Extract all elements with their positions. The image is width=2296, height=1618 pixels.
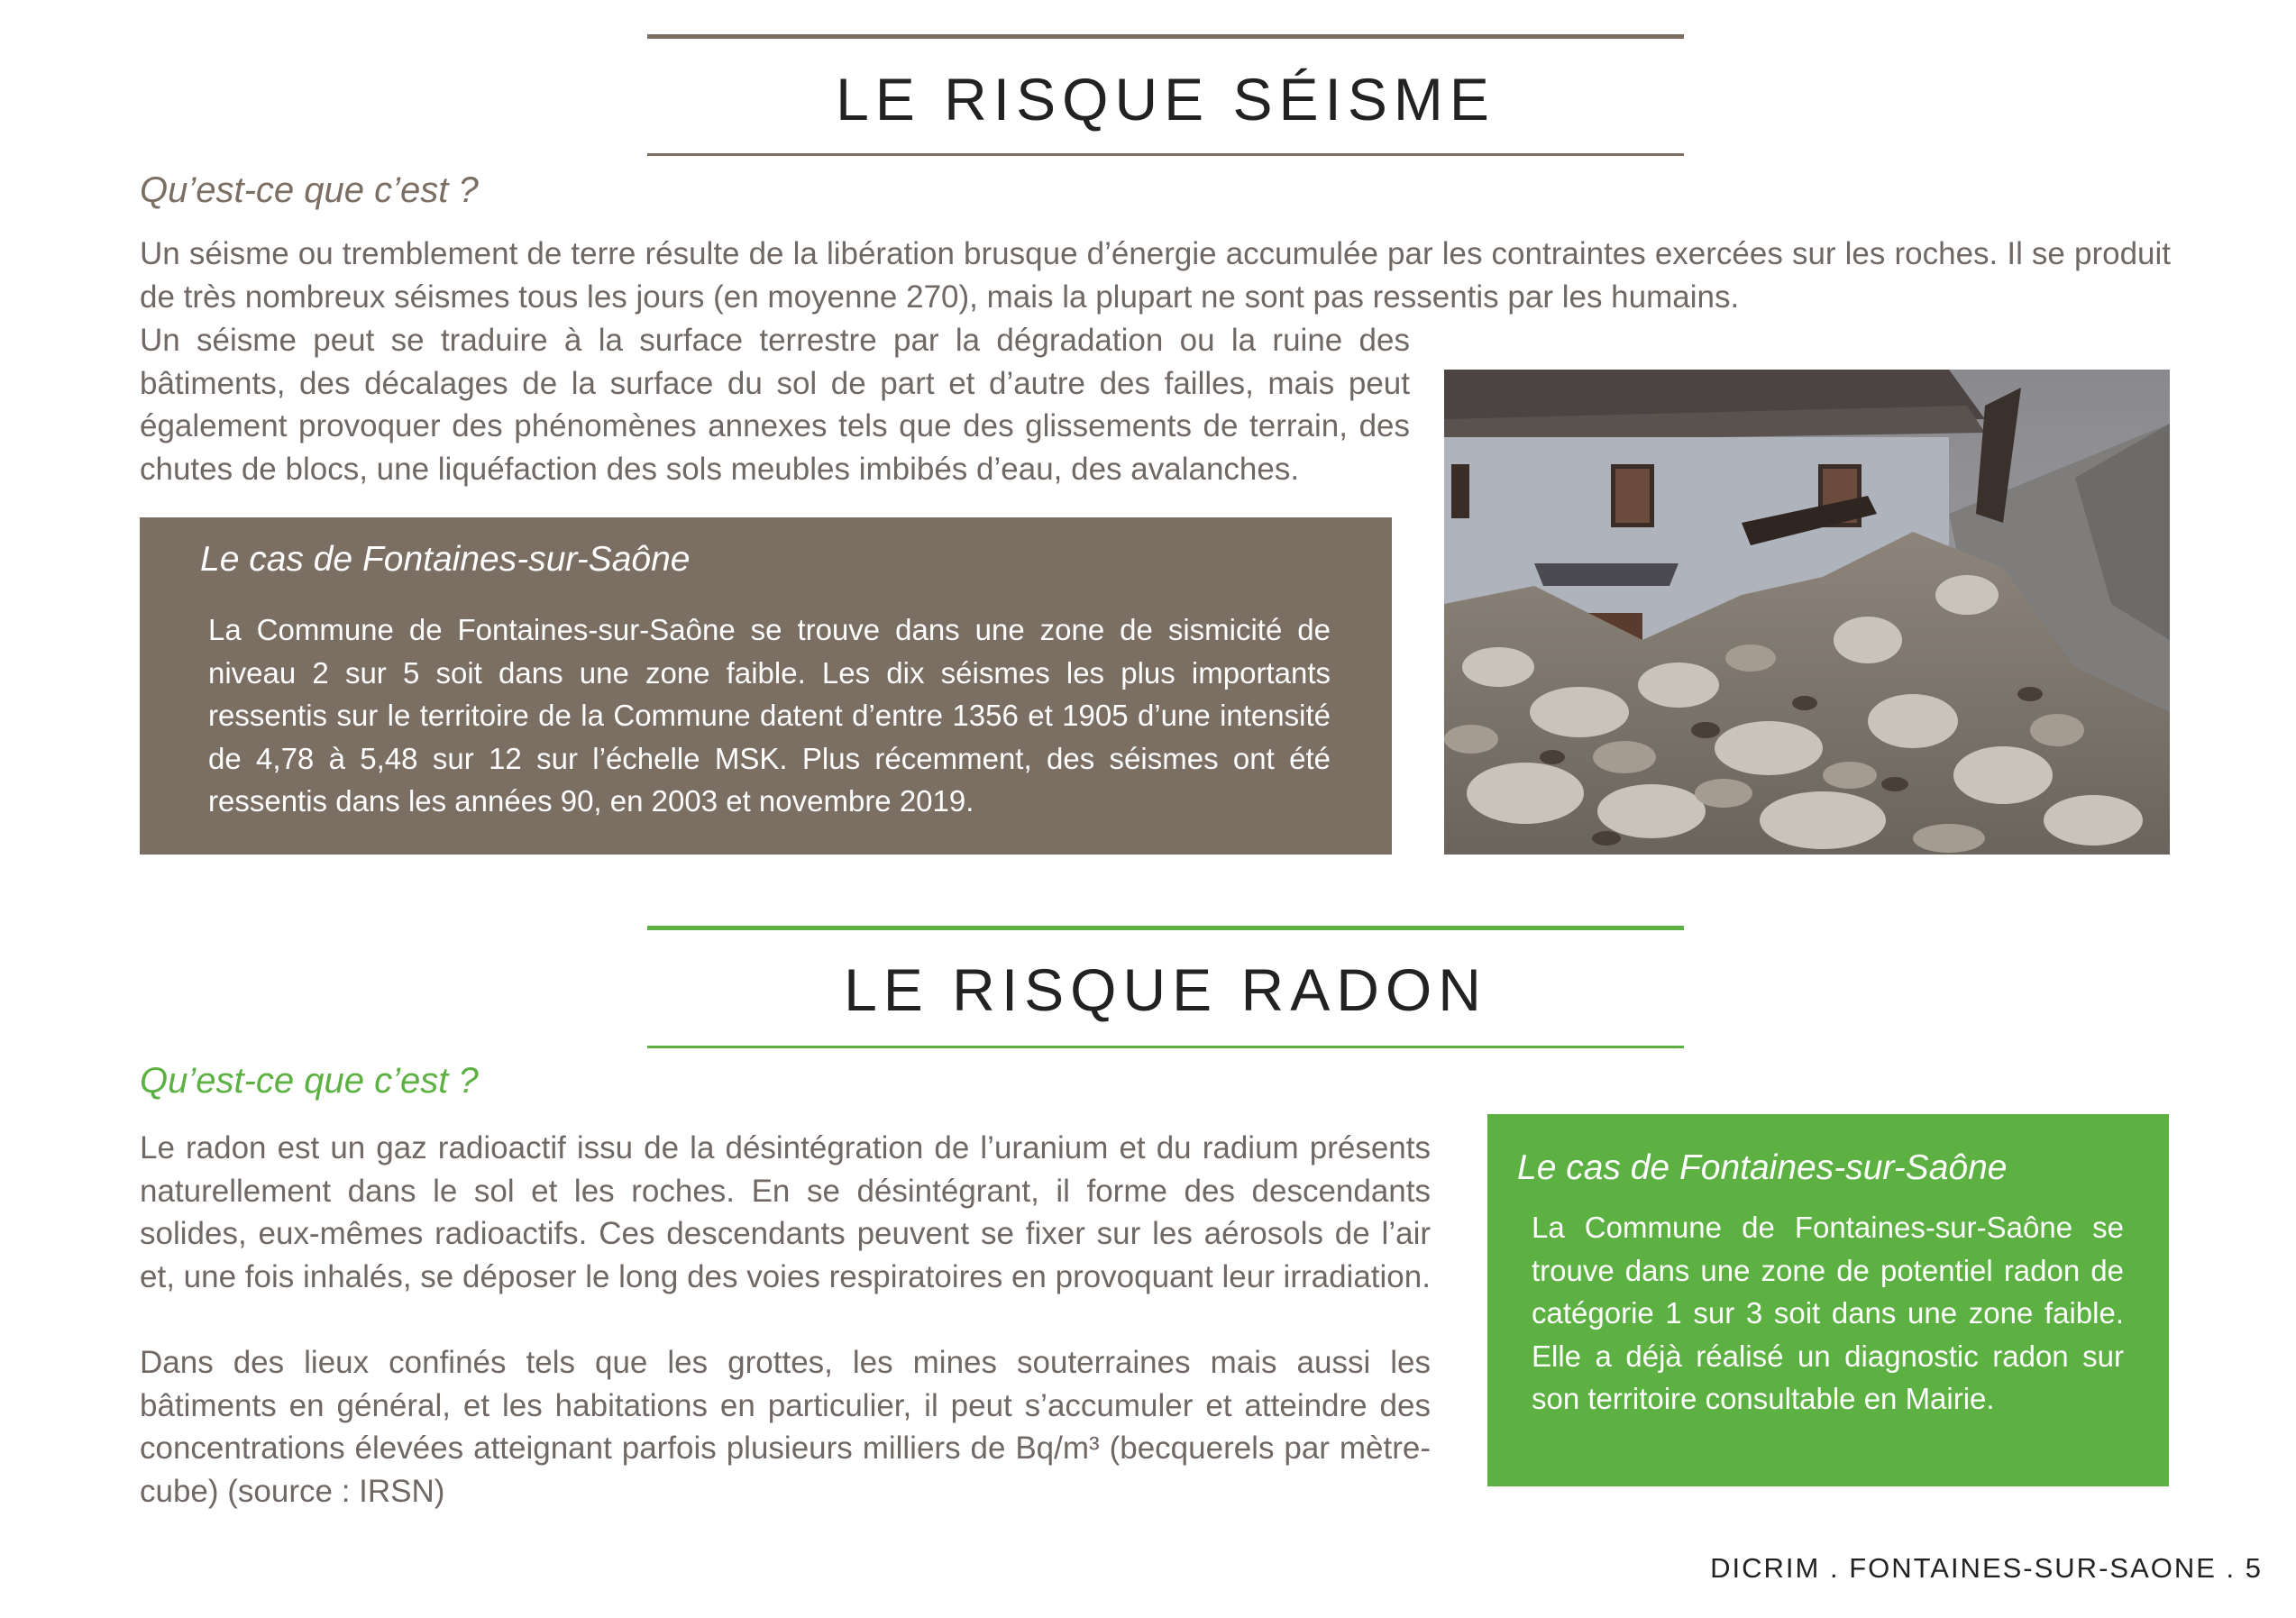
seisme-detail: Un séisme peut se traduire à la surface terrestre par la dégradation ou la ruine des bâtiments, des décalages de la surface du sol de part et d’autre des failles, mais peut également provoquer des phénomènes annexes tels que des glissements de terrain, des chutes de blocs, une liquéfaction des sols meubles imbibés d’eau, des avalanches. (140, 323, 1410, 487)
seisme-title: LE RISQUE SÉISME (836, 66, 1496, 133)
seisme-top-rule (647, 34, 1684, 39)
radon-box-text: La Commune de Fontaines-sur-Saône se trouve dans une zone de potentiel radon de catégorie 1 sur 3 soit dans une zone faible. Elle a déjà réalisé un diagnostic radon sur son territoire consultable en Mairie. (1532, 1211, 2124, 1415)
seisme-box-text: La Commune de Fontaines-sur-Saône se trouve dans une zone de sismicité de niveau 2 sur 5 soit dans une zone faible. Les dix séismes les plus importants ressentis sur le territoire de la Commune datent d’entre 1356 et 1905 d’une intensité de 4,78 à 5,48 sur 12 sur l’échelle MSK. Plus récemment, des séismes ont été ressentis dans les années 90, en 2003 et novembre 2019. (208, 613, 1331, 818)
seisme-box-title: Le cas de Fontaines-sur-Saône (200, 540, 691, 579)
seisme-intro: Un séisme ou tremblement de terre résulte de la libération brusque d’énergie accumulée par les contraintes exercées sur les roches. Il se produit de très nombreux séismes tous les jours (en moyenne 270), mais la plupart ne sont pas ressentis par les humains. (140, 236, 2171, 315)
page-footer: DICRIM . FONTAINES-SUR-SAONE . 5 (1710, 1552, 2263, 1584)
radon-title: LE RISQUE RADON (844, 956, 1487, 1023)
radon-top-rule (647, 926, 1684, 930)
earthquake-rubble-photo (1444, 370, 2170, 855)
radon-box-title: Le cas de Fontaines-sur-Saône (1517, 1148, 2008, 1187)
radon-subheading: Qu’est-ce que c’est ? (140, 1061, 479, 1101)
radon-paragraph-2: Dans des lieux confinés tels que les grottes, les mines souterraines mais aussi les bâtiments en général, et les habitations en particulier, il peut s’accumuler et atteindre des concentrations élevées atteignant parfois plusieurs milliers de Bq/m³ (becquerels par mètre-cube) (source : IRSN) (140, 1345, 1431, 1509)
radon-paragraph-1: Le radon est un gaz radioactif issu de la désintégration de l’uranium et du radium présents naturellement dans le sol et les roches. En se désintégrant, il forme des descendants solides, eux-mêmes radioactifs. Ces descendants peuvent se fixer sur les aérosols de l’air et, une fois inhalés, se déposer le long des voies respiratoires en provoquant leur irradiation. (140, 1130, 1431, 1294)
seisme-bottom-rule (647, 153, 1684, 156)
seisme-local-case-box (140, 517, 1392, 855)
radon-bottom-rule (647, 1046, 1684, 1048)
seisme-subheading: Qu’est-ce que c’est ? (140, 170, 479, 210)
radon-local-case-box (1487, 1114, 2169, 1486)
